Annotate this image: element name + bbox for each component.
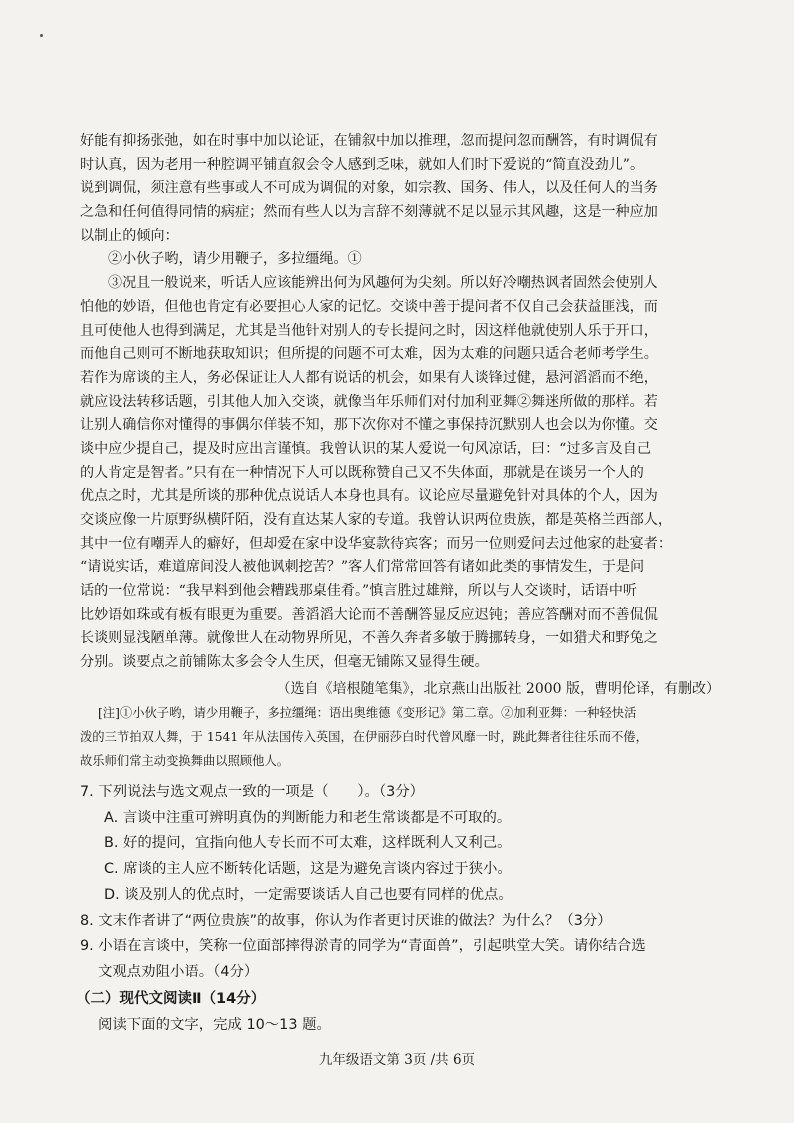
section-instruction: 阅读下面的文字，完成 10～13 题。 <box>98 1016 331 1033</box>
question-9-continued: 文观点劝阻小语。（4分） <box>98 963 259 980</box>
question-8: 8. 文末作者讲了“两位贵族”的故事，你认为作者更讨厌谁的做法？为什么？（3分） <box>80 912 612 929</box>
passage-line: 交谈应像一片原野纵横阡陌，没有直达某人家的专道。我曾认识两位贵族，都是英格兰西部人， <box>80 512 672 528</box>
passage-line: 话的一位常说：“我早料到他会糟践那桌佳肴。”慎言胜过雄辩，所以与人交谈时，话语中听 <box>80 583 638 600</box>
passage-line: 好能有抑扬张弛，如在时事中加以论证，在铺叙中加以推理，忽而提问忽而酬答，有时调侃有 <box>80 133 658 149</box>
option-c: C. 席谈的主人应不断转化话题，这是为避免言谈内容过于狭小。 <box>104 861 512 878</box>
question-block <box>76 780 720 1038</box>
passage-line: ②小伙子哟，请少用鞭子，多拉缰绳。① <box>108 251 362 268</box>
passage-line: ③况且一般说来，听话人应该能辨出何为风趣何为尖刻。所以好冷嘲热讽者固然会使别人 <box>108 275 658 292</box>
page-footer: 九年级语文第 3页 /共 6页 <box>318 1052 476 1068</box>
question-9: 9. 小语在言谈中，笑称一位面部摔得淤青的同学为“青面兽”，引起哄堂大笑。请你结合选 <box>80 938 646 955</box>
passage-line: 谈中应少提自己，提及时应出言谨慎。我曾认识的某人爱说一句风凉话，曰：“过多言及自己 <box>80 440 651 457</box>
passage-line: 其中一位有嘲弄人的癖好，但却爱在家中设华宴款待宾客；而另一位则爱问去过他家的赴宴者： <box>80 535 672 552</box>
option-d: D. 谈及别人的优点时，一定需要谈话人自己也要有同样的优点。 <box>104 886 513 903</box>
passage-line: 且可使他人也得到满足，尤其是当他针对别人的专长提问之时，因这样他就使别人乐于开口， <box>80 322 658 339</box>
passage-line: 而他自己则可不断地获取知识；但所提的问题不可太难，因为太难的问题只适合老师考学生。 <box>80 346 658 363</box>
passage-line: 的人肯定是智者。”只有在一种情况下人可以既称赞自己又不失体面，那就是在谈另一个人的 <box>80 464 644 481</box>
passage-line: 时认真，因为老用一种腔调平铺直叙会令人感到乏味，就如人们时下爱说的“简直没劲儿”。 <box>80 156 645 173</box>
passage-line: “请说实话，难道席间没人被他讽刺挖苦？”客人们常常回答有诸如此类的事情发生，于是问 <box>80 559 645 576</box>
passage-line: 若作为席谈的主人，务必保证让人人都有说话的机会，如果有人谈锋过健，悬河滔滔而不绝， <box>80 369 658 386</box>
passage-line: 优点之时，尤其是所谈的那种优点说话人本身也具有。议论应尽量避免针对具体的个人，因为 <box>80 488 658 505</box>
passage-line: 以制止的倾向： <box>80 227 179 244</box>
footnote-line: 泼的三节拍双人舞，于 1541 年从法国传入英国，在伊丽莎白时代曾风靡一时，跳此舞者往往乐而不倦， <box>80 729 648 744</box>
question-7: 7. 下列说法与选文观点一致的一项是（ ）。（3分） <box>80 784 425 800</box>
passage-line: 分别。谈要点之前铺陈太多会令人生厌，但毫无铺陈又显得生硬。 <box>80 654 489 671</box>
passage-line: 就应设法转移话题，引其他人加入交谈，就像当年乐师们对付加利亚舞②舞迷所做的那样。若 <box>80 393 658 410</box>
option-b: B. 好的提问，宜指向他人专长而不可太难，这样既利人又利己。 <box>104 835 512 852</box>
passage-source: （选自《培根随笔集》，北京燕山出版社 2000 版，曹明伦译，有删改） <box>276 680 720 697</box>
scan-dot <box>40 34 43 37</box>
footnote-line: [注]①小伙子哟，请少用鞭子，多拉缰绳：语出奥维德《变形记》第二章。②加利亚舞：一种轻快活 <box>98 705 637 720</box>
passage-line: 让别人确信你对懂得的事偶尔佯装不知，那下次你对不懂之事保持沉默别人也会以为你懂。交 <box>80 417 658 434</box>
option-a: A. 言谈中注重可辨明真伪的判断能力和老生常谈都是不可取的。 <box>104 809 512 826</box>
footnote-line: 故乐师们常主动变换舞曲以照顾他人。 <box>80 753 290 768</box>
passage-line: 怕他的妙语，但他也肯定有必要担心人家的记忆。交谈中善于提问者不仅自己会获益匪浅，而 <box>80 298 658 315</box>
passage-line: 比妙语如珠或有板有眼更为重要。善滔滔大论而不善酬答显反应迟钝；善应答酬对而不善侃侃 <box>80 606 658 623</box>
passage-line: 之急和任何值得同情的病症；然而有些人以为言辞不刻薄就不足以显示其风趣，这是一种应加 <box>80 204 658 221</box>
passage-line: 长谈则显浅陋单薄。就像世人在动物界所见，不善久奔者多敏于腾挪转身，一如猎犬和野兔之 <box>80 630 658 647</box>
passage-line: 说到调侃，须注意有些事或人不可成为调侃的对象，如宗教、国务、伟人，以及任何人的当务 <box>80 180 658 197</box>
section-heading: （二）现代文阅读Ⅱ（14分） <box>76 990 266 1007</box>
reading-passage <box>80 130 720 773</box>
